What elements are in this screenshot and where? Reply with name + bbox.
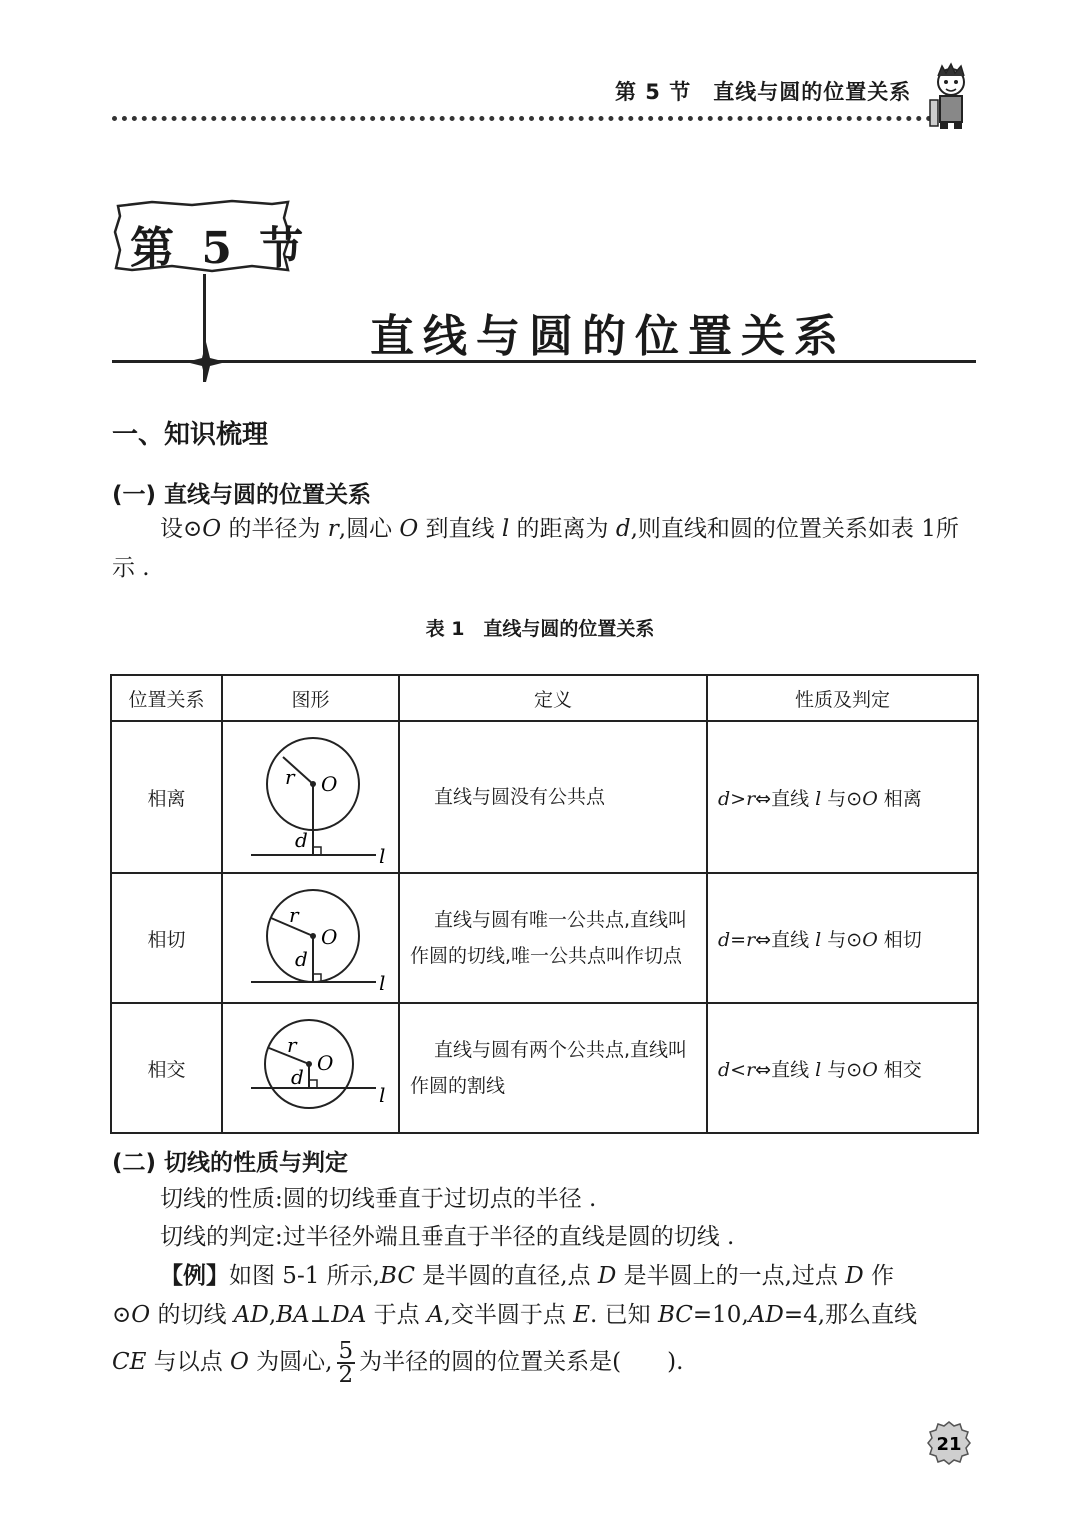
svg-text:r: r — [288, 903, 299, 927]
svg-text:l: l — [378, 1083, 385, 1107]
svg-text:d: d — [294, 828, 308, 852]
page-number: 21 — [936, 1434, 962, 1455]
svg-text:d: d — [290, 1065, 304, 1089]
column-header: 性质及判定 — [707, 675, 978, 721]
example-line-3: CE 与以点 O 为圆心, $\frac{5}{2}$ 为半径的圆的位置关系是( ). — [112, 1338, 684, 1388]
column-header: 图形 — [222, 675, 399, 721]
svg-text:l: l — [378, 971, 385, 995]
relation-table — [110, 674, 979, 1134]
star-icon — [186, 342, 226, 382]
section-label: 第 5 节 — [130, 223, 310, 274]
svg-text:r: r — [286, 1033, 297, 1057]
running-header-section: 第 5 节 — [615, 80, 692, 104]
fraction: $\frac{5}{2}$ — [338, 1338, 354, 1388]
svg-text:O: O — [316, 1051, 333, 1075]
property-cell: d<r⇔直线 l 与⊙O 相交 — [707, 1003, 978, 1133]
property-cell: d>r⇔直线 l 与⊙O 相离 — [707, 721, 978, 873]
intersect-diagram — [231, 1008, 391, 1128]
header-dotted-rule — [112, 116, 932, 121]
svg-text:l: l — [378, 844, 385, 867]
property-cell: d=r⇔直线 l 与⊙O 相切 — [707, 873, 978, 1003]
table-header-row — [111, 675, 978, 721]
subsection1-heading: (一) 直线与圆的位置关系 — [112, 482, 372, 508]
svg-text:O: O — [320, 772, 337, 796]
definition-cell: 直线与圆有唯一公共点,直线叫作圆的切线,唯一公共点叫作切点 — [399, 873, 707, 1003]
definition-cell: 直线与圆没有公共点 — [399, 721, 707, 873]
page-title: 直线与圆的位置关系 — [370, 311, 847, 362]
figure-separate — [222, 721, 399, 873]
running-header-title: 直线与圆的位置关系 — [713, 80, 912, 104]
column-header: 位置关系 — [111, 675, 222, 721]
page-number-badge — [926, 1420, 972, 1466]
svg-text:d: d — [294, 947, 308, 971]
example-line-1: 【例】如图 5-1 所示,BC 是半圆的直径,点 D 是半圆上的一点,过点 D 作 — [160, 1262, 895, 1289]
heading-knowledge: 一、知识梳理 — [112, 420, 269, 450]
separate-diagram — [231, 727, 391, 867]
tangent-diagram — [231, 878, 391, 998]
tangent-criterion: 切线的判定:过半径外端且垂直于半径的直线是圆的切线 . — [160, 1224, 735, 1250]
subsection2-heading: (二) 切线的性质与判定 — [112, 1150, 349, 1176]
running-header — [615, 76, 933, 106]
table-row — [111, 1003, 978, 1133]
figure-intersect — [222, 1003, 399, 1133]
example-line-2: ⊙O 的切线 AD,BA⊥DA 于点 A,交半圆于点 E. 已知 BC=10,AD=4,那么直线 — [112, 1302, 918, 1328]
table-row — [111, 721, 978, 873]
column-header: 定义 — [399, 675, 707, 721]
svg-text:O: O — [320, 925, 337, 949]
figure-tangent — [222, 873, 399, 1003]
example-tag: 【例】 — [160, 1262, 229, 1289]
tangent-property: 切线的性质:圆的切线垂直于过切点的半径 . — [160, 1186, 597, 1212]
relation-name: 相交 — [111, 1003, 222, 1133]
relation-name: 相切 — [111, 873, 222, 1003]
table-caption: 表 1 直线与圆的位置关系 — [425, 618, 655, 640]
svg-text:r: r — [284, 765, 295, 789]
table-row — [111, 873, 978, 1003]
relation-name: 相离 — [111, 721, 222, 873]
mascot-icon — [928, 62, 974, 130]
definition-cell: 直线与圆有两个公共点,直线叫作圆的割线 — [399, 1003, 707, 1133]
subsection1-paragraph: 设⊙O 的半径为 r,圆心 O 到直线 l 的距离为 d,则直线和圆的位置关系如表 1所示 . — [112, 516, 959, 581]
